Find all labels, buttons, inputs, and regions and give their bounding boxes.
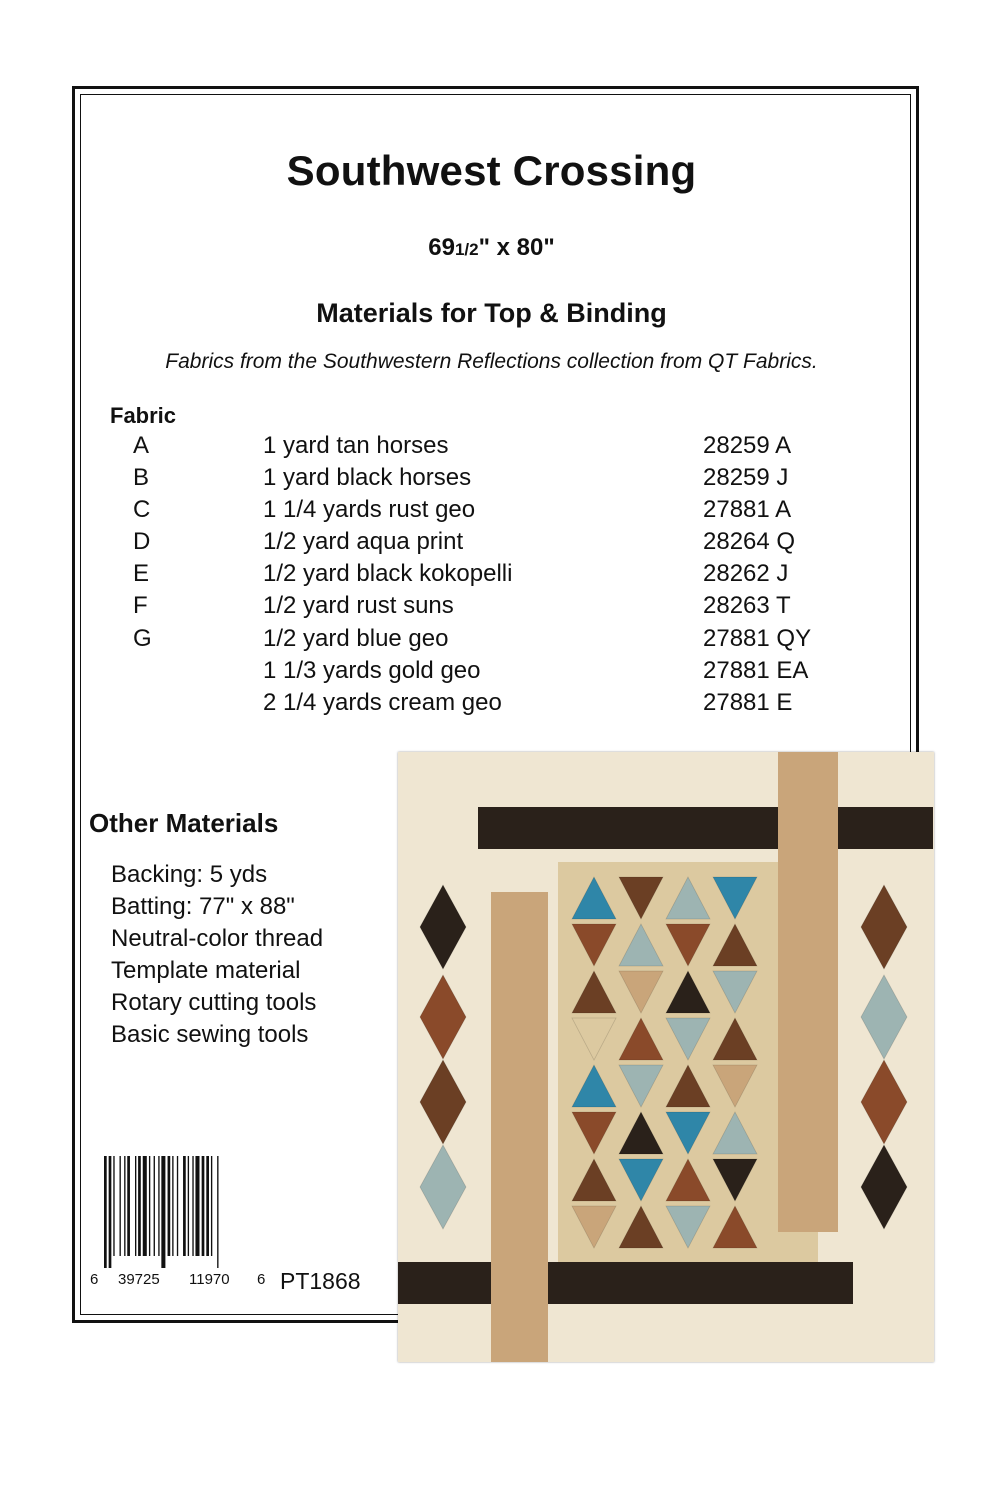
quilt-vertical-strip-left: [491, 892, 548, 1362]
barcode-bar: [113, 1156, 114, 1256]
fabric-letter: G: [133, 624, 152, 652]
barcode-bar: [120, 1156, 121, 1256]
barcode-bar: [195, 1156, 199, 1256]
fabric-code: 27881 E: [703, 688, 793, 716]
barcode-bar: [172, 1156, 173, 1256]
fabric-row: [0, 464, 900, 496]
fabric-description: 1 yard tan horses: [263, 432, 449, 459]
fabric-code: 28259 A: [703, 432, 792, 459]
barcode-bar: [127, 1156, 130, 1256]
barcode-bar: [183, 1156, 186, 1256]
barcode-bar: [188, 1156, 189, 1256]
fabric-code: 27881 EA: [703, 656, 809, 684]
quilt-photo: [398, 752, 934, 1362]
barcode-bar: [158, 1156, 159, 1256]
other-material-item: Backing: 5 yds: [111, 861, 268, 888]
barcode-bar: [168, 1156, 171, 1256]
fabric-letter: D: [133, 528, 151, 556]
barcode-bar: [206, 1156, 209, 1256]
barcode-digits-2: 39725: [118, 1271, 160, 1288]
barcode-bar: [161, 1156, 165, 1268]
other-materials-heading: Other Materials: [89, 808, 279, 838]
barcode-bar: [138, 1156, 141, 1256]
fabric-row: [0, 528, 900, 560]
fabric-row: [0, 625, 900, 657]
barcode-digit-4: 6: [257, 1271, 266, 1288]
fabric-description: 1/2 yard blue geo: [263, 624, 449, 652]
fabric-code: 27881 A: [703, 496, 792, 524]
fabric-code: 28264 Q: [703, 528, 796, 556]
size-fraction: 1/2: [454, 240, 479, 259]
barcode-bar: [217, 1156, 218, 1268]
fabric-letter: B: [133, 464, 150, 492]
fabric-letter: C: [133, 496, 151, 524]
fabric-heading: Fabric: [110, 403, 177, 428]
fabric-description: 1/2 yard black kokopelli: [263, 560, 513, 588]
fabric-row: [0, 689, 900, 721]
other-material-item: Rotary cutting tools: [111, 989, 317, 1016]
other-material-item: Template material: [111, 957, 301, 984]
barcode-bar: [135, 1156, 136, 1256]
other-material-item: Neutral-color thread: [111, 925, 324, 952]
materials-heading: Materials for Top & Binding: [316, 298, 667, 328]
barcode-bar: [192, 1156, 193, 1256]
fabric-letter: F: [133, 592, 148, 620]
fabric-description: 1 yard black horses: [263, 464, 472, 492]
barcode-bar: [177, 1156, 178, 1256]
fabric-letter: A: [133, 432, 150, 459]
fabric-row: [0, 496, 900, 528]
other-material-item: Basic sewing tools: [111, 1021, 309, 1048]
barcode-bar: [109, 1156, 112, 1268]
quilt-size: [0, 234, 983, 262]
barcode: [104, 1156, 253, 1268]
barcode-bar: [149, 1156, 150, 1256]
fabric-description: 2 1/4 yards cream geo: [263, 688, 502, 716]
pattern-title: Southwest Crossing: [286, 147, 697, 194]
fabric-list: [0, 432, 900, 721]
barcode-bar: [124, 1156, 125, 1256]
fabric-code: 27881 QY: [703, 624, 812, 652]
barcode-bar: [154, 1156, 155, 1256]
fabric-row: [0, 560, 900, 592]
fabric-row: [0, 592, 900, 624]
fabric-code: 28259 J: [703, 464, 789, 492]
quilt-vertical-strip-right: [778, 752, 838, 1232]
fabric-collection-note: Fabrics from the Southwestern Reflections collection from QT Fabrics.: [165, 350, 818, 373]
quilt-black-strip-top: [478, 807, 933, 849]
size-rest: " x 80": [478, 234, 555, 261]
size-whole: 69: [428, 234, 455, 261]
fabric-description: 1 1/4 yards rust geo: [263, 496, 476, 524]
other-materials-list: [111, 860, 323, 1052]
barcode-bar: [202, 1156, 205, 1256]
barcode-bar: [143, 1156, 147, 1256]
fabric-description: 1 1/3 yards gold geo: [263, 656, 481, 684]
fabric-description: 1/2 yard aqua print: [263, 528, 464, 556]
quilt-black-strip-bottom: [398, 1262, 853, 1304]
fabric-description: 1/2 yard rust suns: [263, 592, 454, 620]
barcode-bar: [104, 1156, 107, 1268]
fabric-row: [0, 657, 900, 689]
fabric-code: 28263 T: [703, 592, 791, 620]
barcode-digits-3: 11970: [189, 1271, 230, 1288]
pattern-code: PT1868: [280, 1268, 361, 1294]
barcode-bar: [211, 1156, 212, 1256]
fabric-row: [0, 432, 900, 464]
fabric-letter: E: [133, 560, 150, 588]
fabric-code: 28262 J: [703, 560, 789, 588]
barcode-digit-1: 6: [90, 1271, 99, 1288]
other-material-item: Batting: 77" x 88": [111, 893, 295, 920]
